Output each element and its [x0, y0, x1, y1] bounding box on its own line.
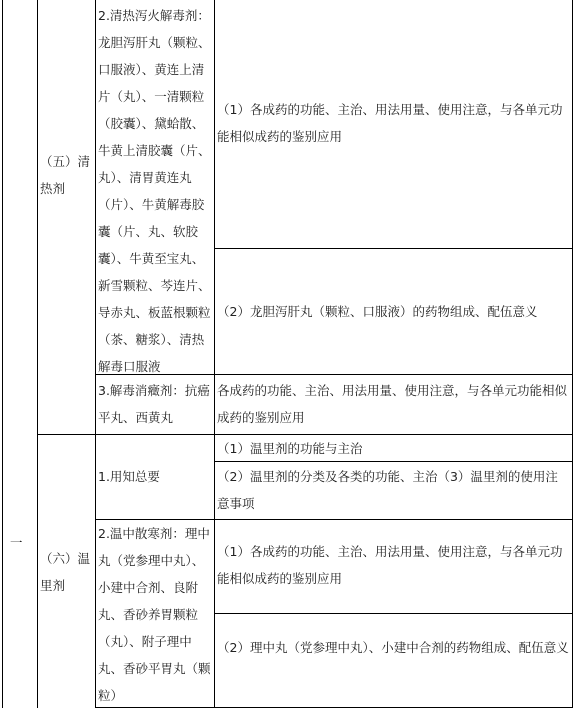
requirement-text: 各成药的功能、主治、用法用量、使用注意，与各单元功能相似成药的鉴别应用	[217, 383, 568, 425]
requirement-text: （2）温里剂的分类及各类的功能、主治（3）温里剂的使用注意事项	[217, 469, 558, 511]
category-title: （六）温里剂	[40, 551, 91, 593]
requirement-text: （1）温里剂的功能与主治	[217, 441, 363, 456]
v-line	[572, 0, 573, 708]
requirement-text: （1）各成药的功能、主治、用法用量、使用注意，与各单元功能相似成药的鉴别应用	[217, 544, 563, 586]
medicine-list: 2.温中散寒剂：理中丸（党参理中丸）、小建中合剂、良附丸、香砂养胃颗粒（丸）、附子理中丸、香砂平胃丸（颗粒）	[98, 526, 211, 703]
h-line	[214, 613, 573, 614]
category-title: （五）清热剂	[40, 154, 91, 196]
requirement-text: （1）各成药的功能、主治、用法用量、使用注意，与各单元功能相似成药的鉴别应用	[217, 102, 563, 144]
requirement-text: （2）理中丸（党参理中丸）、小建中合剂的药物组成、配伍意义	[217, 640, 569, 655]
medicine-list: 3.解毒消癥剂：抗癌平丸、西黄丸	[98, 383, 210, 425]
v-line	[2, 0, 3, 708]
requirement-text: （2）龙胆泻肝丸（颗粒、口服液）的药物组成、配伍意义	[217, 304, 538, 319]
medicine-list: 1.用知总要	[98, 469, 160, 484]
medicine-list: 2.清热泻火解毒剂：龙胆泻肝丸（颗粒、口服液）、黄连上清片（丸）、一清颗粒（胶囊）、黛蛤散、牛黄上清胶囊（片、丸）、清胃黄连丸（片）、牛黄解毒胶囊（片、丸、软胶囊）、牛黄至宝丸、新雪颗粒、芩连片、导赤丸、板蓝根颗粒（茶、糖浆）、清热解毒口服液	[98, 8, 211, 374]
v-line	[37, 0, 38, 708]
h-line	[214, 248, 573, 249]
section-mark: 一	[10, 535, 23, 550]
